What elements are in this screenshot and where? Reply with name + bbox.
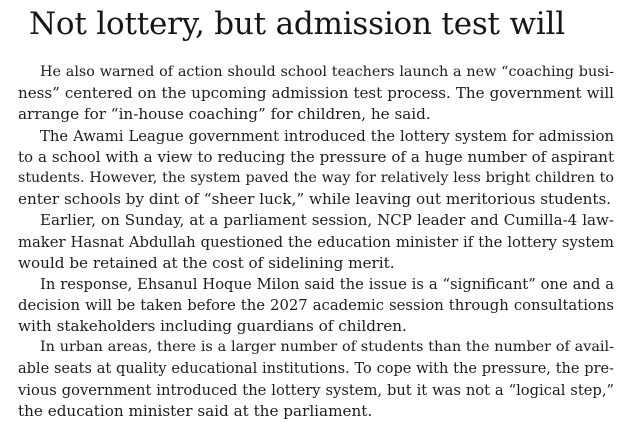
text-line: with stakeholders including guardians of children. [18,317,407,336]
paragraph-5 [18,337,614,422]
text-line: maker Hasnat Abdullah questioned the education minister if the lottery system [18,233,614,251]
text-line: able seats at quality educational institutions. To cope with the pressure, the pre- [18,360,614,377]
text-line: ness” centered on the upcoming admission test process. The government will [18,84,614,103]
text-line: In urban areas, there is a larger number of students than the number of avail- [40,339,614,356]
text-line: In response, Ehsanul Hoque Milon said the issue is a “significant” one and a [40,275,614,293]
text-line: to a school with a view to reducing the pressure of a huge number of aspirant [18,147,614,166]
paragraph-1 [18,62,614,126]
text-line: the education minister said at the parliament. [18,402,373,420]
headline: Not lottery, but admission test will [29,6,565,42]
paragraph-3 [18,210,614,274]
text-line: The Awami League government introduced the lottery system for admission [40,127,614,145]
text-line: Earlier, on Sunday, at a parliament session, NCP leader and Cumilla-4 law- [40,211,614,230]
paragraph-4 [18,274,614,338]
article-body [18,62,614,422]
text-line: enter schools by dint of “sheer luck,” while leaving out meritorious students. [18,190,612,209]
text-line: He also warned of action should school teachers launch a new “coaching busi- [40,64,614,80]
text-line: decision will be taken before the 2027 academic session through consultations [18,297,614,315]
paragraph-2 [18,126,614,211]
text-line: would be retained at the cost of sidelining merit. [18,253,395,272]
text-line: students. However, the system paved the way for relatively less bright children to [18,169,614,186]
text-line: vious government introduced the lottery system, but it was not a “logical step,” [18,381,614,399]
text-line: arrange for “in-house coaching” for children, he said. [18,105,431,124]
